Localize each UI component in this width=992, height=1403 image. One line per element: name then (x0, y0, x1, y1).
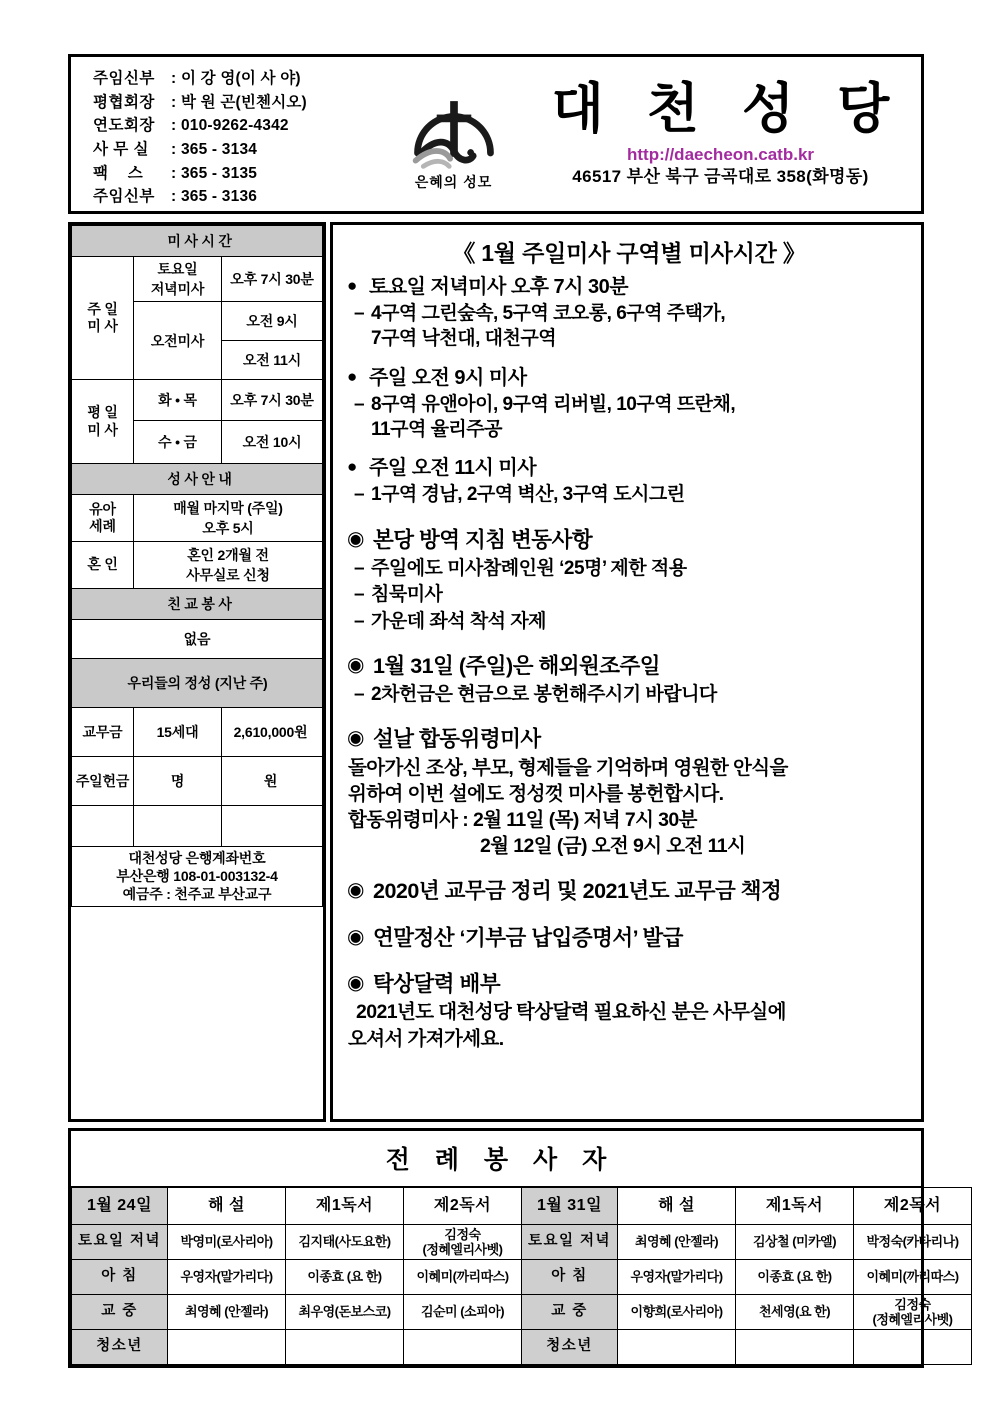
servers-date-right: 1월 31일 (522, 1188, 618, 1225)
spacer (347, 358, 911, 365)
sunday-mass-label: 주 일 미 사 (72, 257, 134, 380)
table-row (72, 257, 323, 302)
bank-line-1: 대천성당 은행계좌번호 (128, 850, 266, 866)
bullet-dot-icon: ● (347, 457, 357, 477)
contact-row (93, 67, 381, 91)
dues-label: 교무금 (72, 708, 134, 757)
church-logo (381, 76, 526, 192)
server-cell: 김정숙 (정혜엘리사벳) (404, 1225, 522, 1260)
row-label-morning-right: 아 침 (522, 1260, 618, 1295)
spacer (347, 514, 911, 526)
contact-row (93, 162, 381, 186)
server-cell (168, 1330, 286, 1365)
notice-item-text: 가운데 좌석 착석 자제 (371, 610, 547, 632)
marriage-value: 혼인 2개월 전 사무실로 신청 (134, 542, 323, 589)
sunday-offering-count: 명 (134, 757, 222, 806)
contact-value: 이 강 영(이 사 야) (180, 70, 301, 88)
notice-item (347, 582, 911, 608)
ring-bullet-icon: ◉ (347, 654, 364, 677)
server-cell: 최영혜 (안젤라) (168, 1295, 286, 1330)
weekday-tue-thu-time: 오후 7시 30분 (222, 380, 323, 421)
notice-donation-receipt (347, 924, 911, 952)
morning-mass-time-9: 오전 9시 (222, 302, 323, 341)
server-cell (854, 1330, 972, 1365)
contact-value: 010-9262-4342 (180, 117, 289, 135)
marriage-label: 혼 인 (72, 542, 134, 589)
server-cell: 이혜미(까리따스) (854, 1260, 972, 1295)
row-label-morning-left: 아 침 (72, 1260, 168, 1295)
server-cell: 김정숙 (정혜엘리사벳) (854, 1295, 972, 1330)
server-cell (618, 1330, 736, 1365)
notice-heading-row (347, 877, 911, 905)
church-name: 대 천 성 당 (551, 79, 904, 140)
saturday-evening-mass-time: 오후 7시 30분 (222, 257, 323, 302)
servers-table (71, 1187, 972, 1365)
bank-account-block (72, 847, 323, 907)
contact-separator: : (171, 164, 176, 182)
notice-heading-row (347, 725, 911, 753)
contact-row (93, 91, 381, 115)
server-cell: 박정숙(카타리나) (854, 1225, 972, 1260)
dues-amount: 2,610,000원 (222, 708, 323, 757)
mass-time-bullet (347, 455, 911, 481)
offerings-heading: 우리들의 정성 (지난 주) (72, 659, 323, 708)
spacer (347, 640, 911, 652)
server-cell: 이종효 (요 한) (286, 1260, 404, 1295)
server-cell: 최우영(돈보스코) (286, 1295, 404, 1330)
mass-zones-line-2: 7구역 낙천대, 대천구역 (371, 328, 557, 350)
server-cell (286, 1330, 404, 1365)
mass-zones-line-1: 1구역 경남, 2구역 벽산, 3구역 도시그린 (371, 484, 685, 506)
sunday-offering-label: 주일헌금 (72, 757, 134, 806)
notice-quarantine (347, 526, 911, 634)
servers-col-commentary-left: 해 설 (168, 1188, 286, 1225)
contact-value: 365 - 3135 (180, 164, 258, 182)
liturgical-servers-panel (68, 1128, 959, 1368)
announcements-title: 《 1월 주일미사 구역별 미사시간 》 (452, 240, 806, 266)
notice-desk-calendar (347, 970, 911, 1052)
weekday-mass-label: 평 일 미 사 (72, 380, 134, 464)
contact-label: 연도회장 (93, 117, 155, 135)
mass-zones-line-1: 8구역 유앤아이, 9구역 리버빌, 10구역 뜨란채, (371, 393, 736, 415)
cross-arch-waves-icon (406, 80, 502, 176)
server-cell (404, 1330, 522, 1365)
bank-line-3: 예금주 : 천주교 부산교구 (122, 886, 272, 903)
notice-item (347, 556, 911, 582)
servers-col-reading1-right: 제1독서 (736, 1188, 854, 1225)
sacraments-heading: 성 사 안 내 (72, 464, 323, 495)
server-cell: 김순미 (소피아) (404, 1295, 522, 1330)
dash-icon: – (353, 610, 365, 632)
mass-time-label: 주일 오전 11시 미사 (369, 457, 537, 480)
notice-dues (347, 877, 911, 905)
mass-zones-line-2: 11구역 율리주공 (371, 419, 502, 441)
mass-time-detail (347, 392, 911, 442)
section-header-row (72, 589, 323, 620)
row-label-midday-right: 교 중 (522, 1295, 618, 1330)
weekday-wed-fri-time: 오전 10시 (222, 421, 323, 464)
contact-value: 365 - 3136 (180, 188, 258, 206)
servers-col-reading1-left: 제1독서 (286, 1188, 404, 1225)
server-cell (736, 1330, 854, 1365)
memorial-para-1: 돌아가신 조상, 부모, 형제들을 기억하며 영원한 안식을 (348, 756, 788, 779)
servers-col-commentary-right: 해 설 (618, 1188, 736, 1225)
offering-extra-label (72, 806, 134, 847)
mass-time-label: 주일 오전 9시 미사 (369, 366, 527, 389)
bullet-dot-icon: ● (347, 276, 357, 295)
row-label-youth-left: 청소년 (72, 1330, 168, 1365)
church-website-url[interactable]: http://daecheon.catb.kr (626, 145, 815, 165)
servers-col-reading2-right: 제2독서 (854, 1188, 972, 1225)
contact-label: 주임신부 (93, 70, 155, 88)
row-label-midday-left: 교 중 (72, 1295, 168, 1330)
table-row (72, 757, 323, 806)
contact-separator: : (171, 70, 176, 88)
contact-label: 사 무 실 (93, 141, 150, 158)
mass-time-bullet (347, 274, 911, 300)
section-header-row (72, 659, 323, 708)
notice-heading-row (347, 970, 911, 998)
notice-item (347, 682, 911, 708)
server-cell: 최영혜 (안젤라) (618, 1225, 736, 1260)
bulletin-body (68, 222, 924, 1122)
dash-icon: – (353, 683, 365, 705)
mass-time-group (347, 455, 911, 508)
notice-heading: 설날 합동위령미사 (373, 727, 541, 752)
mass-time-label: 토요일 저녁미사 오후 7시 30분 (369, 276, 629, 298)
ring-bullet-icon: ◉ (347, 972, 364, 995)
notice-item-text: 주일에도 미사참례인원 ‘25명’ 제한 적용 (371, 557, 687, 579)
memorial-schedule-1: 합동위령미사 : 2월 11일 (목) 저녁 7시 30분 (348, 809, 697, 832)
offering-extra-amount (222, 806, 323, 847)
calendar-para-1: 2021년도 대천성당 탁상달력 필요하신 분은 사무실에 (356, 1001, 786, 1024)
bank-line-2: 부산은행 108-01-003132-4 (116, 868, 278, 885)
notice-item-text: 침묵미사 (371, 584, 443, 606)
notice-heading: 2020년 교무금 정리 및 2021년도 교무금 책정 (373, 879, 782, 904)
bulletin-header (68, 54, 924, 214)
server-cell: 이향희(로사리아) (618, 1295, 736, 1330)
section-header-row (72, 464, 323, 495)
dash-icon: – (353, 393, 365, 415)
sidebar-table (71, 225, 323, 907)
offering-extra-count (134, 806, 222, 847)
memorial-schedule-2: 2월 12일 (금) 오전 9시 오전 11시 (480, 835, 746, 858)
bullet-dot-icon: ● (347, 366, 357, 386)
table-row (72, 847, 323, 907)
server-cell: 우영자(말가리다) (618, 1260, 736, 1295)
table-row (72, 1330, 972, 1365)
ring-bullet-icon: ◉ (347, 727, 364, 750)
contact-row (93, 138, 381, 162)
notice-heading-row (347, 652, 911, 680)
mass-schedule-heading: 미 사 시 간 (72, 226, 323, 257)
contact-separator: : (171, 141, 176, 158)
mass-time-bullet (347, 365, 911, 391)
notice-heading: 연말정산 ‘기부금 납입증명서’ 발급 (373, 925, 683, 950)
server-cell: 이종효 (요 한) (736, 1260, 854, 1295)
sidebar-info-panel (68, 222, 326, 1122)
notice-heading-row (347, 526, 911, 554)
fellowship-value: 없음 (72, 620, 323, 659)
table-row (72, 708, 323, 757)
row-label-saturday-evening-left: 토요일 저녁 (72, 1225, 168, 1260)
mass-zones-line-1: 4구역 그린숲속, 5구역 코오롱, 6구역 주택가, (371, 303, 726, 325)
servers-col-reading2-left: 제2독서 (404, 1188, 522, 1225)
server-cell: 우영자(말가리다) (168, 1260, 286, 1295)
sunday-offering-amount: 원 (222, 757, 323, 806)
mass-time-group (347, 365, 911, 443)
fellowship-heading: 친 교 봉 사 (72, 589, 323, 620)
notice-heading: 본당 방역 지침 변동사항 (373, 528, 593, 553)
contact-list (71, 57, 381, 211)
dash-icon: – (353, 303, 365, 325)
notice-heading-row (347, 924, 911, 952)
table-row (72, 1260, 972, 1295)
spacer (347, 448, 911, 455)
contact-value: 365 - 3134 (180, 141, 258, 158)
contact-label: 팩 스 (93, 164, 144, 182)
spacer (347, 713, 911, 725)
church-address: 46517 부산 북구 금곡대로 358(화명동) (572, 167, 869, 187)
contact-separator: : (171, 93, 176, 111)
table-row (72, 380, 323, 421)
dash-icon: – (353, 484, 365, 506)
server-cell: 이혜미(까리따스) (404, 1260, 522, 1295)
morning-mass-time-11: 오전 11시 (222, 341, 323, 380)
ring-bullet-icon: ◉ (347, 879, 364, 902)
row-label-saturday-evening-right: 토요일 저녁 (522, 1225, 618, 1260)
servers-title: 전 례 봉 사 자 (71, 1131, 921, 1187)
ring-bullet-icon: ◉ (347, 925, 364, 948)
mass-time-detail (347, 301, 911, 351)
server-cell: 박영미(로사리아) (168, 1225, 286, 1260)
memorial-para-2: 위하여 이번 설에도 정성껏 미사를 봉헌합시다. (348, 782, 724, 805)
dash-icon: – (353, 557, 365, 579)
mass-time-group (347, 274, 911, 352)
spacer (347, 958, 911, 970)
notice-newyear-memorial-mass (347, 725, 911, 859)
morning-mass-label: 오전미사 (134, 302, 222, 380)
contact-label: 평협회장 (93, 93, 155, 111)
weekday-wed-fri-label: 수 • 금 (134, 421, 222, 464)
weekday-tue-thu-label: 화 • 목 (134, 380, 222, 421)
notice-heading: 1월 31일 (주일)은 해외원조주일 (373, 654, 661, 679)
server-cell: 김상철 (미카엘) (736, 1225, 854, 1260)
logo-caption: 은혜의 성모 (414, 174, 493, 190)
table-row (72, 806, 323, 847)
mass-time-detail (347, 482, 911, 508)
contact-label: 주임신부 (93, 188, 155, 206)
table-row (72, 1295, 972, 1330)
dues-count: 15세대 (134, 708, 222, 757)
contact-row (93, 114, 381, 138)
notice-overseas-aid (347, 652, 911, 707)
calendar-para-2: 오셔서 가져가세요. (348, 1027, 504, 1050)
notice-item-text: 2차헌금은 현금으로 봉헌해주시기 바랍니다 (371, 683, 717, 705)
dash-icon: – (353, 584, 365, 606)
server-cell: 김지태(사도요한) (286, 1225, 404, 1260)
spacer (347, 865, 911, 877)
servers-date-left: 1월 24일 (72, 1188, 168, 1225)
contact-separator: : (171, 188, 176, 206)
infant-baptism-label: 유아 세례 (72, 495, 134, 542)
infant-baptism-value: 매월 마지막 (주일) 오후 5시 (134, 495, 323, 542)
table-row (72, 1225, 972, 1260)
contact-value: 박 원 곤(빈첸시오) (180, 93, 307, 111)
contact-row (93, 185, 381, 209)
notice-heading: 탁상달력 배부 (373, 972, 501, 997)
server-cell: 천세영(요 한) (736, 1295, 854, 1330)
table-row (72, 542, 323, 589)
contact-separator: : (171, 117, 176, 135)
table-row (72, 620, 323, 659)
ring-bullet-icon: ◉ (347, 528, 364, 551)
table-row (72, 495, 323, 542)
section-header-row (72, 226, 323, 257)
servers-header-row (72, 1188, 972, 1225)
notice-item (347, 609, 911, 635)
saturday-evening-mass-label: 토요일 저녁미사 (134, 257, 222, 302)
announcements-panel (330, 222, 924, 1122)
header-branding (381, 57, 921, 211)
row-label-youth-right: 청소년 (522, 1330, 618, 1365)
title-block (526, 79, 921, 188)
spacer (347, 912, 911, 924)
